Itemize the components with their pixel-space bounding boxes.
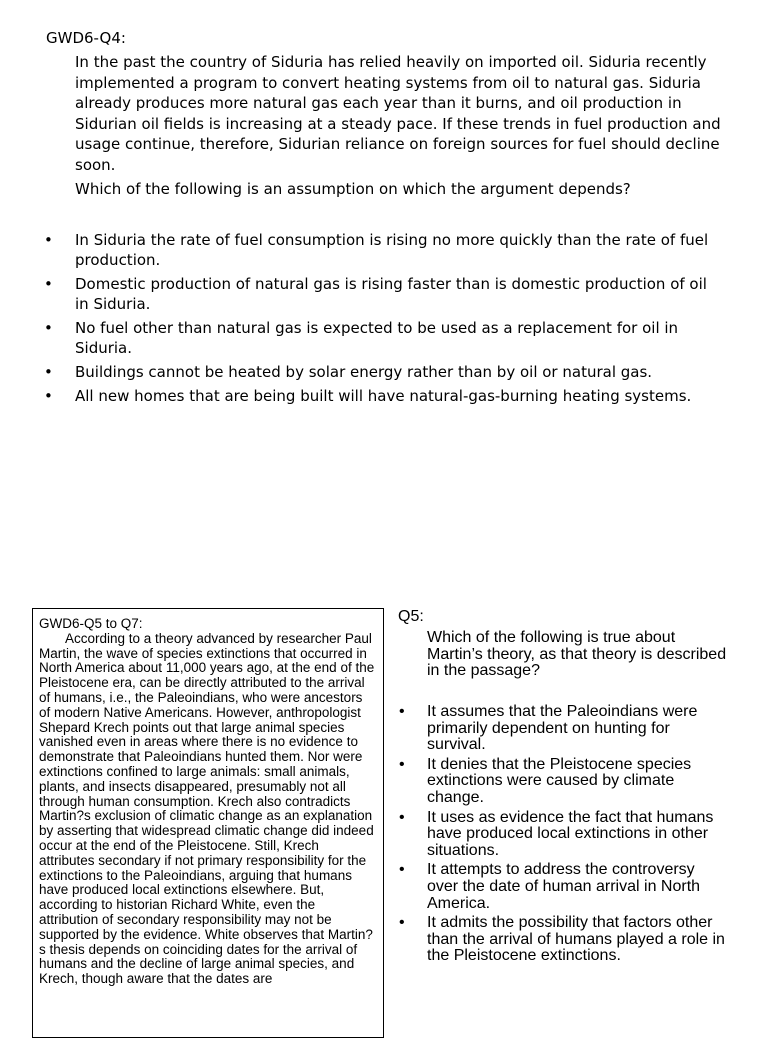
q5-option-text: It uses as evidence the fact that humans have produced local extinctions in other situations.: [427, 808, 714, 859]
q4-option: [0, 386, 715, 406]
bullet-icon: •: [44, 319, 53, 337]
bullet-icon: •: [44, 231, 53, 249]
q5-option: [0, 915, 727, 965]
bullet-icon: •: [44, 363, 53, 381]
q4-paragraph: In the past the country of Siduria has relied heavily on imported oil. Siduria recently implemented a program to convert heating systems from oil to natural gas. Siduria already produces more natural gas each year than it burns, and oil production in Sidurian oil fields is increasing at a steady pace. If these trends in fuel production and usage continue, therefore, Sidurian reliance on foreign sources for fuel should decline soon.: [75, 53, 721, 174]
q4-answer-list: [0, 230, 768, 410]
bullet-icon: •: [399, 861, 405, 879]
q5-title: Q5:: [398, 608, 424, 625]
q5-option: [0, 704, 727, 754]
bullet-icon: •: [44, 387, 53, 405]
passage-title: GWD6-Q5 to Q7:: [39, 616, 143, 631]
q5-answer-list: [0, 704, 768, 968]
q4-option-text: Domestic production of natural gas is rising faster than is domestic production of oil in Siduria.: [75, 275, 707, 313]
q4-option: [0, 274, 715, 314]
q4-option-text: All new homes that are being built will have natural-gas-burning heating systems.: [75, 387, 692, 405]
q4-option: [0, 230, 715, 270]
q4-option-text: Buildings cannot be heated by solar energy rather than by oil or natural gas.: [75, 363, 653, 381]
q4-option: [0, 318, 715, 358]
bullet-icon: •: [399, 914, 405, 932]
q4-title: GWD6-Q4:: [46, 29, 126, 47]
bullet-icon: •: [399, 703, 405, 720]
q5-option-text: It admits the possibility that factors other than the arrival of humans played a role in the Pleistocene extinctions.: [427, 914, 725, 965]
q5-option: [0, 757, 727, 807]
q5-option-text: It denies that the Pleistocene species extinctions were caused by climate change.: [427, 755, 692, 806]
q4-question: Which of the following is an assumption on which the argument depends?: [75, 180, 631, 198]
q4-stem: [75, 52, 735, 200]
q4-option: [0, 362, 715, 382]
q4-option-text: In Siduria the rate of fuel consumption is rising no more quickly than the rate of fuel production.: [75, 231, 709, 269]
q5-option-text: It attempts to address the controversy over the date of human arrival in North America.: [427, 861, 701, 912]
bullet-icon: •: [399, 808, 405, 826]
bullet-icon: •: [44, 275, 53, 293]
q5-stem: Which of the following is true about Martin’s theory, as that theory is described in the passage?: [427, 629, 727, 680]
q4-option-text: No fuel other than natural gas is expected to be used as a replacement for oil in Siduria.: [75, 319, 679, 357]
q5-option-text: It assumes that the Paleoindians were primarily dependent on hunting for survival.: [427, 703, 698, 754]
bullet-icon: •: [399, 755, 405, 773]
passage-body: According to a theory advanced by researcher Paul Martin, the wave of species extinctions that occurred in North America about 11,000 years ago, at the end of the Pleistocene era, can be directly attributed to the arrival of humans, i.e., the Paleoindians, who were ancestors of modern Native Americans. However, anthropologist Shepard Krech points out that large animal species vanished even in areas where there is no evidence to demonstrate that Paleoindians hunted them. Nor were extinctions confined to large animals: small animals, plants, and insects disappeared, presumably not all through human consumption. Krech also contradicts Martin?s exclusion of climatic change as an explanation by asserting that widespread climatic change did indeed occur at the end of the Pleistocene. Still, Krech attributes secondary if not primary responsibility for the extinctions to the Paleoindians, arguing that humans have produced local extinctions elsewhere. But, according to historian Richard White, even the attribution of secondary responsibility may not be supported by the evidence. White observes that Martin?s thesis depends on coinciding dates for the arrival of humans and the decline of large animal species, and Krech, though aware that the dates are: [39, 630, 375, 987]
q5-option: [0, 810, 727, 860]
q5-option: [0, 862, 727, 912]
